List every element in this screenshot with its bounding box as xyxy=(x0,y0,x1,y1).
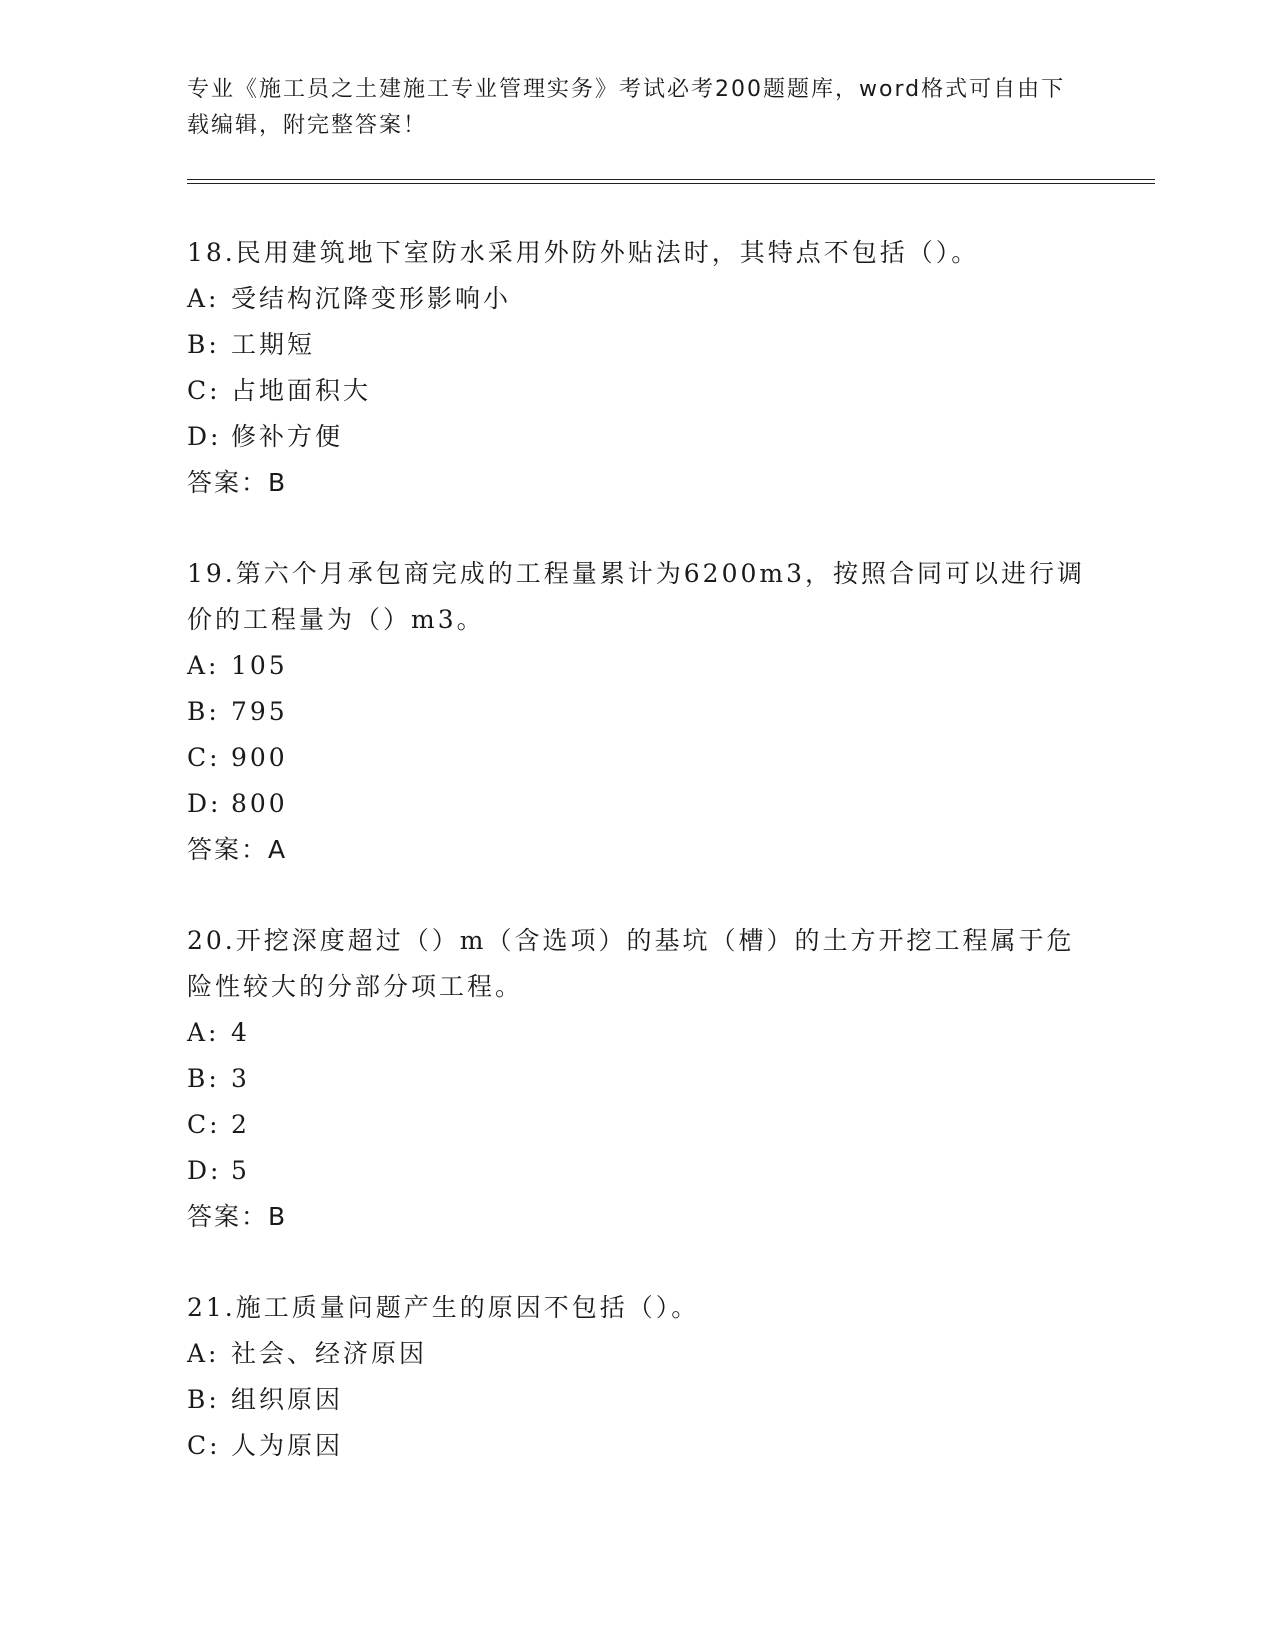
option-letter: C: xyxy=(187,376,221,405)
option-text: 5 xyxy=(231,1156,250,1185)
option-text: 人为原因 xyxy=(231,1431,344,1460)
option-text: 2 xyxy=(231,1110,250,1139)
option-c xyxy=(187,1423,1087,1469)
option-text: 受结构沉降变形影响小 xyxy=(231,284,512,313)
question-20 xyxy=(187,918,1087,1240)
option-c xyxy=(187,1102,1087,1148)
question-19 xyxy=(187,551,1087,873)
question-stem: 18.民用建筑地下室防水采用外防外贴法时，其特点不包括（）。 xyxy=(187,238,980,267)
option-d xyxy=(187,414,1087,460)
option-letter: C: xyxy=(187,1431,221,1460)
question-list xyxy=(187,230,1087,1514)
option-d xyxy=(187,1148,1087,1194)
option-a xyxy=(187,1331,1087,1377)
answer-line: 答案：B xyxy=(187,1202,288,1231)
answer-line: 答案：A xyxy=(187,835,288,864)
header-divider-bottom xyxy=(187,183,1155,184)
option-a xyxy=(187,276,1087,322)
option-letter: C: xyxy=(187,743,221,772)
question-stem: 20.开挖深度超过（）m（含选项）的基坑（槽）的土方开挖工程属于危险性较大的分部分项工程。 xyxy=(187,926,1075,1001)
option-text: 105 xyxy=(231,651,288,680)
option-letter: D: xyxy=(187,789,222,818)
option-letter: B: xyxy=(187,330,220,359)
option-a xyxy=(187,1010,1087,1056)
option-text: 4 xyxy=(231,1018,250,1047)
option-b xyxy=(187,1056,1087,1102)
option-letter: A: xyxy=(187,1018,220,1047)
option-c xyxy=(187,368,1087,414)
option-b xyxy=(187,322,1087,368)
option-text: 3 xyxy=(231,1064,250,1093)
option-text: 修补方便 xyxy=(231,422,344,451)
option-letter: D: xyxy=(187,1156,222,1185)
option-text: 900 xyxy=(231,743,288,772)
answer-line: 答案：B xyxy=(187,468,288,497)
option-letter: B: xyxy=(187,1064,220,1093)
option-text: 800 xyxy=(231,789,288,818)
header-divider-top xyxy=(187,179,1155,180)
question-21 xyxy=(187,1285,1087,1469)
option-letter: A: xyxy=(187,1339,220,1368)
option-letter: C: xyxy=(187,1110,221,1139)
document-header: 专业《施工员之土建施工专业管理实务》考试必考200题题库，word格式可自由下载编辑，附完整答案！ xyxy=(187,77,1066,138)
option-text: 795 xyxy=(231,697,288,726)
option-c xyxy=(187,735,1087,781)
option-b xyxy=(187,689,1087,735)
option-text: 占地面积大 xyxy=(231,376,372,405)
question-stem: 19.第六个月承包商完成的工程量累计为6200m3，按照合同可以进行调价的工程量为（）m3。 xyxy=(187,559,1085,634)
question-stem: 21.施工质量问题产生的原因不包括（）。 xyxy=(187,1293,700,1322)
option-d xyxy=(187,781,1087,827)
question-18 xyxy=(187,230,1087,506)
option-letter: B: xyxy=(187,697,220,726)
option-letter: A: xyxy=(187,651,220,680)
option-letter: A: xyxy=(187,284,220,313)
option-b xyxy=(187,1377,1087,1423)
option-a xyxy=(187,643,1087,689)
option-letter: D: xyxy=(187,422,222,451)
option-text: 工期短 xyxy=(231,330,316,359)
option-letter: B: xyxy=(187,1385,220,1414)
option-text: 社会、经济原因 xyxy=(231,1339,428,1368)
option-text: 组织原因 xyxy=(231,1385,344,1414)
